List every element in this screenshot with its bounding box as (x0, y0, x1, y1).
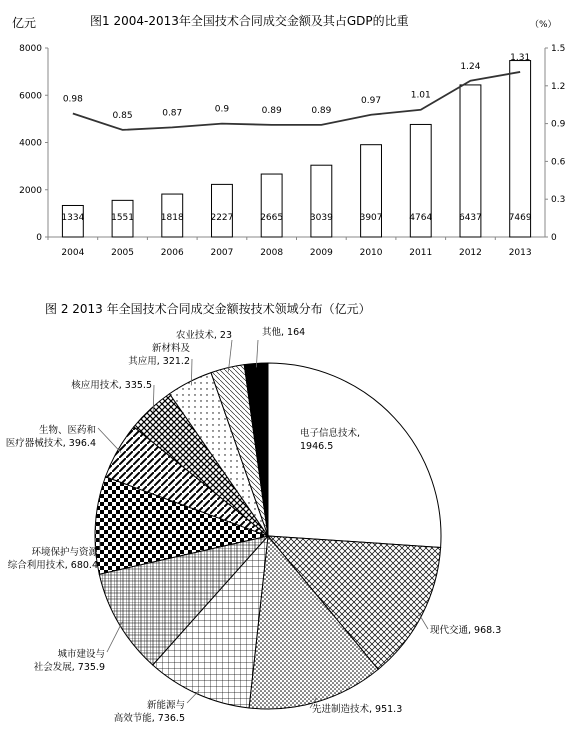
pie-slice (268, 363, 441, 547)
bar-line-chart (0, 0, 570, 290)
bar-value-label: 1551 (111, 213, 135, 223)
pie-title: 图 2 2013 年全国技术合同成交金额按技术领域分布（亿元） (45, 302, 371, 316)
pie-leader-line (418, 613, 428, 629)
pie-label: 城市建设与 (57, 649, 105, 660)
right-axis-unit: （%） (530, 20, 557, 30)
bar-value-labels (61, 213, 531, 223)
left-tick-labels (19, 44, 48, 243)
pie-label: 高效节能, 736.5 (113, 713, 185, 724)
left-tick-label: 6000 (19, 91, 42, 102)
pie-label: 先进制造技术, 951.3 (312, 704, 403, 715)
right-tick-label: 0 (551, 233, 557, 243)
line-series-path (73, 72, 520, 130)
line-value-label: 0.85 (112, 110, 133, 121)
bar (311, 165, 332, 237)
chart-title: 图1 2004-2013年全国技术合同成交金额及其占GDP的比重 (90, 14, 409, 28)
pie-label: 其他, 164 (262, 327, 306, 338)
pie-slices (95, 363, 441, 709)
x-tick-label: 2010 (359, 248, 383, 258)
bar-value-label: 6437 (458, 213, 482, 223)
pie-label: 核应用技术, 335.5 (71, 380, 152, 391)
x-tick-label: 2006 (160, 248, 184, 258)
line-value-label: 0.89 (311, 105, 332, 116)
bar (261, 174, 282, 237)
left-tick-label: 0 (36, 233, 42, 243)
pie-label: 其应用, 321.2 (128, 356, 190, 367)
x-tick-label: 2004 (61, 248, 85, 258)
line-value-label: 1.01 (410, 90, 431, 101)
pie-label: 农业技术, 23 (175, 330, 232, 341)
line-value-label: 0.89 (261, 105, 282, 116)
pie-label: 社会发展, 735.9 (33, 662, 105, 673)
pie-label: 现代交通, 968.3 (430, 625, 502, 636)
x-tick-label: 2013 (508, 248, 532, 258)
bar-value-label: 1818 (160, 213, 184, 223)
left-axis-unit: 亿元 (12, 16, 37, 30)
left-tick-label: 4000 (19, 138, 42, 149)
x-tick-label: 2012 (458, 248, 482, 258)
x-tick-label: 2007 (210, 248, 234, 258)
right-tick-label: 1.5 (551, 44, 566, 54)
bar-value-label: 3907 (359, 213, 383, 223)
bar (212, 184, 233, 237)
line-value-label: 1.31 (510, 52, 531, 63)
pie-label: 环境保护与资源 (31, 547, 98, 558)
pie-label: 新材料及 (151, 343, 190, 354)
pie-leader-line (107, 622, 122, 652)
pie-label: 1946.5 (300, 441, 334, 452)
pie-chart (0, 290, 570, 741)
line-value-label: 0.98 (62, 94, 83, 105)
bar (510, 61, 531, 237)
left-tick-label: 2000 (19, 185, 42, 196)
bar (361, 145, 382, 237)
bar-value-label: 3039 (309, 213, 333, 223)
pie-label: 综合利用技术, 680.4 (7, 560, 98, 571)
pie-leader-line (98, 428, 121, 453)
pie-label: 医疗器械技术, 396.4 (5, 438, 96, 449)
pie-label: 新能源与 (146, 700, 185, 711)
left-tick-label: 8000 (19, 44, 42, 54)
right-tick-label: 1.2 (551, 81, 566, 92)
x-tick-label: 2008 (260, 248, 284, 258)
right-tick-labels (545, 44, 566, 243)
x-tick-label: 2009 (309, 248, 333, 258)
line-value-label: 0.9 (214, 104, 230, 115)
bar-value-label: 4764 (409, 213, 433, 223)
bar-value-label: 2665 (260, 213, 284, 223)
right-tick-label: 0.3 (551, 195, 566, 206)
bar-value-label: 1334 (61, 213, 85, 223)
x-tick-label: 2011 (409, 248, 433, 258)
line-value-label: 0.97 (361, 95, 382, 106)
line-value-label: 0.87 (162, 108, 183, 119)
pie-label: 生物、医药和 (38, 425, 96, 436)
x-tick-labels (48, 237, 532, 258)
x-tick-label: 2005 (111, 248, 135, 258)
bar-value-label: 7469 (508, 213, 532, 223)
pie-label: 电子信息技术, (300, 428, 361, 439)
bar-value-label: 2227 (210, 213, 234, 223)
right-tick-label: 0.6 (551, 157, 566, 168)
line-series (73, 72, 520, 130)
right-tick-label: 0.9 (551, 119, 566, 130)
line-value-label: 1.24 (460, 61, 481, 72)
